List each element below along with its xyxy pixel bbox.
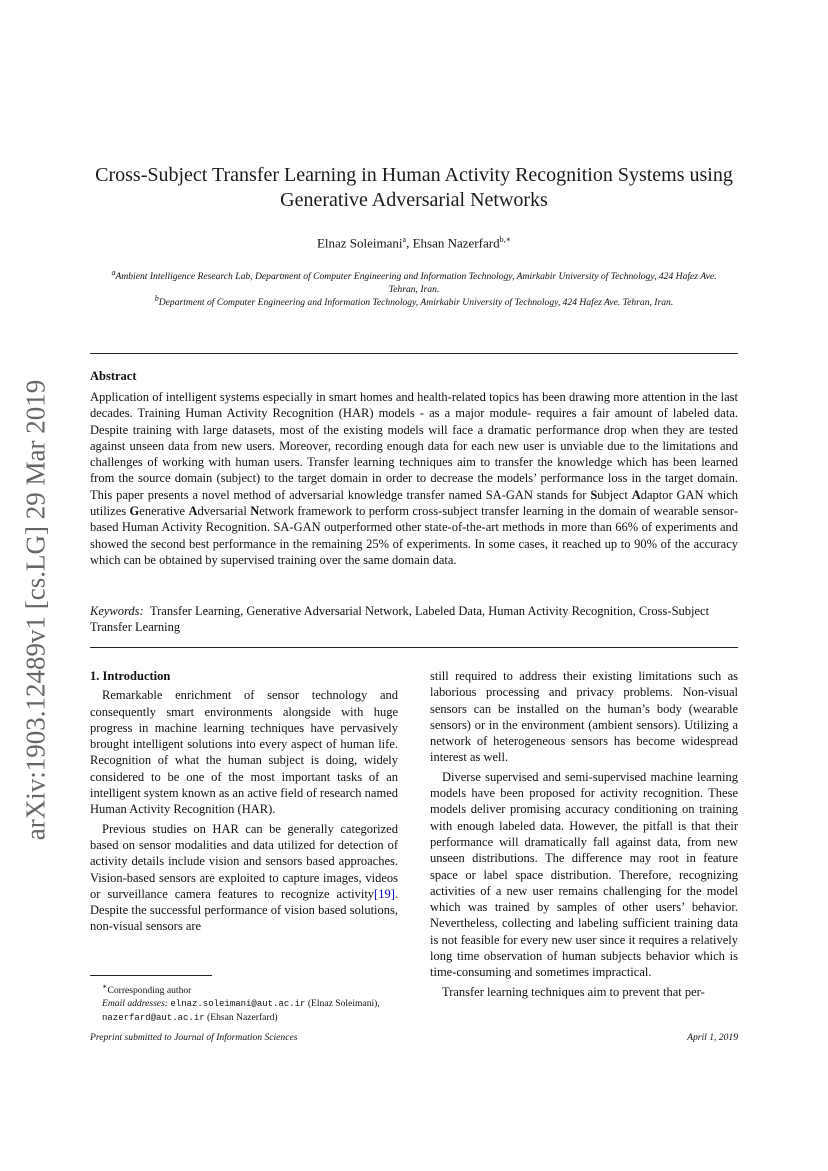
abstract-heading: Abstract bbox=[90, 369, 137, 383]
footnote-corresponding-text: Corresponding author bbox=[107, 985, 192, 997]
abstract-bold-s: S bbox=[590, 487, 598, 502]
author-separator: , bbox=[406, 235, 413, 251]
abstract-text bbox=[90, 389, 738, 568]
email-link-2[interactable]: nazerfard@aut.ac.ir bbox=[102, 1013, 205, 1024]
title-line-1: Cross-Subject Transfer Learning in Human Activity Recognition Systems using bbox=[95, 164, 733, 186]
abstract-bold-n: N bbox=[250, 504, 260, 519]
keywords-label: Keywords: bbox=[90, 604, 144, 618]
keywords-block bbox=[90, 603, 738, 636]
author-1-affiliation-mark: a bbox=[402, 235, 407, 244]
footnote-name-2: (Ehsan Nazerfard) bbox=[204, 1012, 278, 1024]
footnote-emails bbox=[90, 997, 398, 1025]
abstract-part-2: etwork framework to perform cross-subject transfer learning in the domain of wearable sensor-based Human Activity Recognition. SA-GAN outperformed other state-of-the-art methods in more than 66% of experiments and showed the second best performance in the remaining 25% of experiments. In some cases, it reached up to 90% of the accuracy which can be obtained by supervised training over the same domain data. bbox=[90, 504, 738, 567]
intro-paragraph-1: Remarkable enrichment of sensor technology and consequently smart environments alongside with huge progress in machine learning techniques have pervasively brought intelligent solutions into every aspect of human life. Recognition of what the human subject is doing, widely considered to be one of the most important tasks of an intelligent system known as an active field of research named Human Activity Recognition (HAR). bbox=[90, 688, 398, 817]
affiliation-a-mark: a bbox=[111, 268, 116, 277]
abstract-text-t2: daptor GAN which utilizes bbox=[90, 487, 738, 519]
footnote bbox=[90, 980, 398, 1025]
author-2-name: Ehsan Nazerfard bbox=[412, 235, 500, 251]
section-heading-introduction: 1. Introduction bbox=[90, 669, 171, 683]
intro-p2-tail: . Despite the successful performance of vision based solutions, non-visual sensors are bbox=[90, 886, 398, 934]
footnote-corresponding bbox=[90, 980, 398, 997]
abstract-bold-a2: A bbox=[188, 504, 198, 519]
intro-paragraph-4: Diverse supervised and semi-supervised machine learning models have been proposed for activity recognition. These models deliver promising accuracy conditioning on training with enough labeled data. However, the pitfall is that their performance will dramatically fall against data, from new unseen distributions. The difference may root in feature space or label space distribution. Therefore, recognizing activities of a new user remains challenging for the model which was trained by samples of other users’ behavior. Nevertheless, collecting and labeling sufficient training data is not feasible for every new user since it requires a relatively long time observation of human subjects behavior which is time-consuming and sometimes impractical. bbox=[430, 769, 738, 980]
email-link-1[interactable]: elnaz.soleimani@aut.ac.ir bbox=[170, 999, 306, 1010]
footnote-rule bbox=[90, 975, 212, 976]
affiliation-b-text: Department of Computer Engineering and Information Technology, Amirkabir University of Technology, 424 Hafez Ave. Tehran, Iran. bbox=[158, 297, 674, 309]
title-line-2: Generative Adversarial Networks bbox=[280, 189, 548, 211]
author-list bbox=[90, 235, 738, 251]
abstract-top-rule bbox=[90, 353, 738, 354]
paper-title bbox=[90, 163, 738, 213]
abstract-bold-g: G bbox=[129, 504, 140, 519]
keywords-text: Transfer Learning, Generative Adversarial Network, Labeled Data, Human Activity Recognition, Cross-Subject Transfer Learning bbox=[90, 604, 710, 635]
footnote-email-label: Email addresses: bbox=[102, 998, 168, 1010]
abstract-bold-a: A bbox=[631, 487, 641, 502]
arxiv-identifier: arXiv:1903.12489v1 [cs.LG] 29 Mar 2019 bbox=[20, 379, 51, 841]
abstract-text-t1: ubject bbox=[597, 487, 632, 502]
intro-paragraph-5: Transfer learning techniques aim to prevent that per- bbox=[442, 984, 705, 999]
author-1-name: Elnaz Soleimani bbox=[316, 235, 403, 251]
abstract-bottom-rule bbox=[90, 647, 738, 648]
abstract-text-t3: enerative bbox=[139, 504, 189, 519]
intro-paragraph-2 bbox=[90, 821, 398, 935]
affiliation-b bbox=[110, 292, 718, 309]
affiliation-a-text: Ambient Intelligence Research Lab, Department of Computer Engineering and Information Technology, Amirkabir University of Technology, 424 Hafez Ave. Tehran, Iran. bbox=[115, 271, 717, 296]
left-column bbox=[90, 668, 398, 935]
abstract-text-t4: dversarial bbox=[197, 504, 251, 519]
affiliation-b-mark: b bbox=[154, 294, 159, 303]
intro-p2-text: Previous studies on HAR can be generally categorized based on sensor modalities and data utilized for detection of activity details include vision and sensors based approaches. Vision-based sensors are exploited to capture images, videos or surveillance camera features to recognize activity bbox=[90, 821, 398, 901]
right-column bbox=[430, 668, 738, 1000]
author-2-affiliation-mark: b,∗ bbox=[499, 235, 512, 244]
footnote-name-1: (Elnaz Soleimani), bbox=[305, 998, 380, 1010]
arxiv-sidebar-stamp bbox=[18, 360, 54, 860]
footer-date: April 1, 2019 bbox=[687, 1032, 738, 1043]
abstract-part-1: Application of intelligent systems especially in smart homes and health-related topics has been drawing more attention in the last decades. Training Human Activity Recognition (HAR) models - as a major module- requires a fair amount of labeled data. Despite training with large datasets, most of the existing models will face a dramatic performance drop when they are tested against unseen data from new users. Moreover, recording enough data for each new user is unviable due to the limitations and challenges of working with human users. Transfer learning techniques aim to transfer the knowledge which has been learned from the source domain (subject) to the target domain in order to decrease the models’ performance loss in the target domain. This paper presents a novel method of adversarial knowledge transfer named SA-GAN stands for bbox=[90, 390, 738, 502]
footnote-mark: ∗ bbox=[102, 982, 108, 991]
footer-preprint-note: Preprint submitted to Journal of Information Sciences bbox=[90, 1032, 298, 1043]
intro-paragraph-3: still required to address their existing limitations such as laborious processing and privacy problems. Non-visual sensors can be installed on the human’s body (wearable sensors) or in the environment (ambient sensors). Utilizing a network of heterogeneous sensors has become widespread interest as well. bbox=[430, 669, 738, 765]
citation-link-19[interactable]: [19] bbox=[374, 886, 395, 901]
